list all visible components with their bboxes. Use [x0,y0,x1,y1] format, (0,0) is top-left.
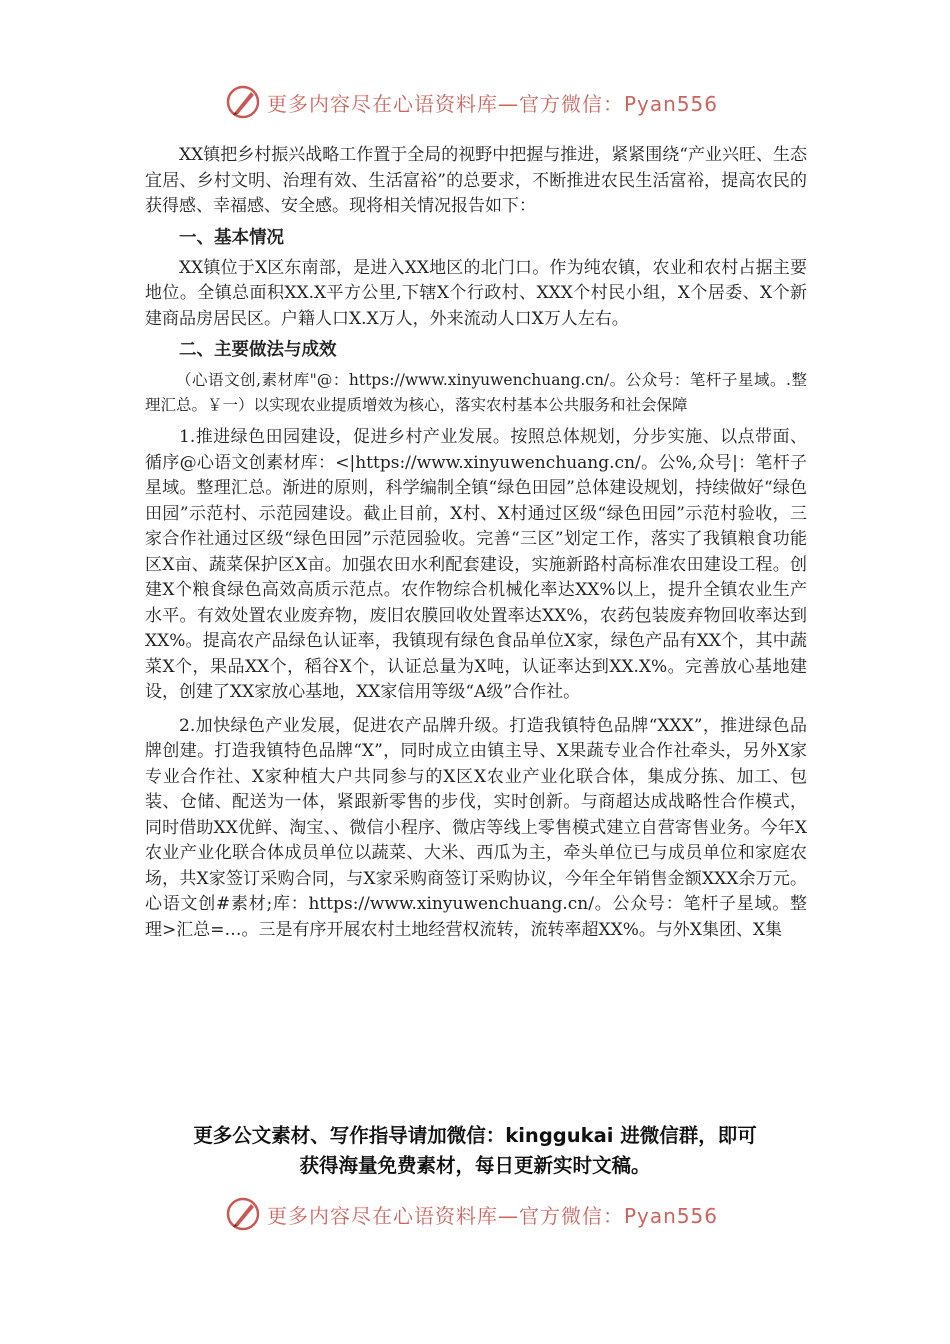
document-body [145,143,807,943]
promo-text [130,1121,820,1181]
basic-situation-paragraph: XX镇位于X区东南部，是进入XX地区的北门口。作为纯农镇，农业和农村占据主要地位。全镇总面积XX.X平方公里,下辖X个行政村、XXX个村民小组，X个居委、X个新建商品房居民区。户籍人口X.X万人，外来流动人口X万人左右。 [145,257,807,329]
banner-text: 更多内容尽在心语资料库—官方微信：Pyan556 [267,1203,719,1228]
intro-paragraph: XX镇把乡村振兴战略工作置于全局的视野中把握与推进，紧紧围绕“产业兴旺、生态宜居、乡村文明、治理有效、生活富裕”的总要求，不断推进农民生活富裕，提高农民的获得感、幸福感、安全感。现将相关情况报告如下： [145,145,807,216]
section-heading-basic: 一、基本情况 [179,227,284,248]
footer-banner [225,1194,745,1234]
pen-logo-icon [225,1196,261,1232]
pen-logo-icon [225,84,261,120]
item-1-paragraph: 1.推进绿色田园建设，促进乡村产业发展。按照总体规划，分步实施、以点带面、循序@心语文创素材库：<|https://www.xinyuwenchuang.cn/。公%,众号|：笔杆子星域。整理汇总。渐进的原则，科学编制全镇“绿色田园”总体建设规划，持续做好“绿色田园”示范村、示范园建设。截止目前，X村、X村通过区级“绿色田园”示范村验收，三家合作社通过区级“绿色田园”示范园验收。完善“三区”划定工作，落实了我镇粮食功能区X亩、蔬菜保护区X亩。加强农田水利配套建设，实施新路村高标准农田建设工程。创建X个粮食绿色高效高质示范点。农作物综合机械化率达XX%以上，提升全镇农业生产水平。有效处置农业废弃物，废旧农膜回收处置率达XX%，农药包装废弃物回收率达到XX%。提高农产品绿色认证率，我镇现有绿色食品单位X家，绿色产品有XX个，其中蔬菜X个，果品XX个，稻谷X个，认证总量为X吨，认证率达到XX.X%。完善放心基地建设，创建了XX家放心基地，XX家信用等级“A级”合作社。 [145,427,807,702]
promo-line-1: 更多公文素材、写作指导请加微信：kinggukai 进微信群，即可 [193,1124,757,1147]
item-2-paragraph: 2.加快绿色产业发展，促进农产品牌升级。打造我镇特色品牌“XXX”，推进绿色品牌创建。打造我镇特色品牌“X”，同时成立由镇主导、X果蔬专业合作社牵头，另外X家专业合作社、X家种植大户共同参与的X区X农业产业化联合体，集成分拣、加工、包装、仓储、配送为一体，紧跟新零售的步伐，实时创新。与商超达成战略性合作模式，同时借助XX优鲜、淘宝、、微信小程序、微店等线上零售模式建立自营寄售业务。今年X农业产业化联合体成员单位以蔬菜、大米、西瓜为主，牵头单位已与成员单位和家庭农场，共X家签订采购合同，与X家采购商签订采购协议，今年全年销售金额XXX余万元。心语文创#素材;库：https://www.xinyuwenchuang.cn/。公众号：笔杆子星域。整理>汇总=…。三是有序开展农村土地经营权流转，流转率超XX%。与外X集团、X集 [145,715,807,940]
section-heading-measures: 二、主要做法与成效 [179,340,337,360]
subsection-heading: （心语文创,素材库"@：https://www.xinyuwenchuang.cn/。公众号：笔杆子星域。.整理汇总。￥一）以实现农业提质增效为核心，落实农村基本公共服务和社会保障 [145,371,807,414]
promo-line-2: 获得海量免费素材，每日更新实时文稿。 [299,1154,651,1177]
header-banner [225,82,745,122]
banner-text: 更多内容尽在心语资料库—官方微信：Pyan556 [267,91,719,116]
